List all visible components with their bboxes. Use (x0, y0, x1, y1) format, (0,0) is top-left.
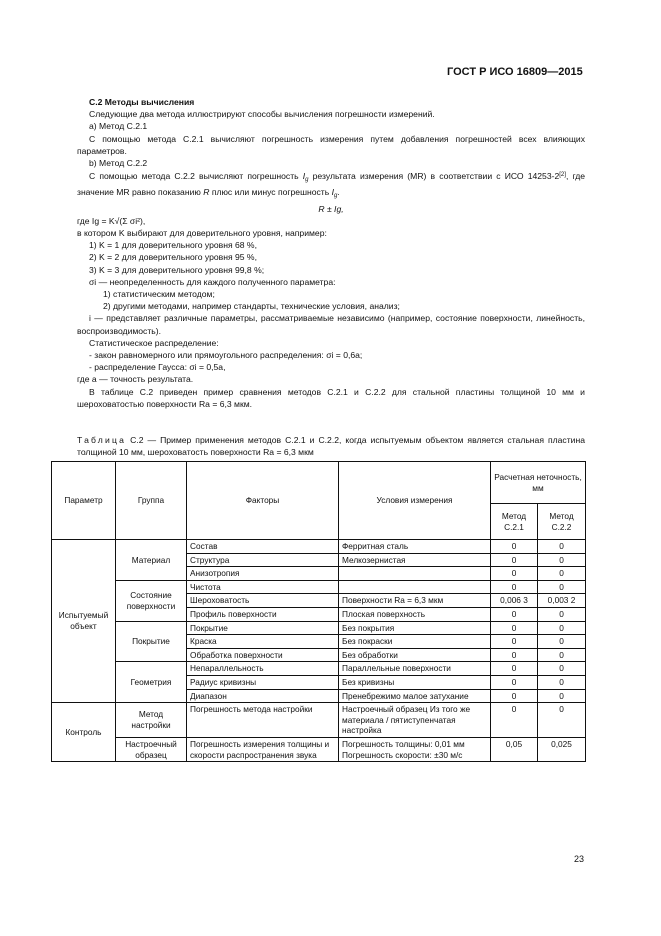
list-item: 2) другими методами, например стандарты, технические условия, анализ; (103, 301, 400, 312)
param-object: Испытуемый объект (52, 540, 116, 703)
section-title: С.2 Методы вычисления (89, 97, 195, 107)
factor-cell: Чистота (187, 580, 339, 594)
method-b-text: С помощью метода С.2.2 вычисляют погрешность $I_g$ результата измерения (MR) в соответствии с ИСО 14253-2[2], где значение MR равно показанию R плюс или минус погрешность $I_g$. (77, 171, 586, 200)
value-m2: 0 (538, 621, 586, 635)
table-reference: В таблице С.2 приведен пример сравнения методов С.2.1 и С.2.2 для стальной пластины толщиной 10 мм и шероховатостью поверхности Ra = 6,3 мкм. (77, 386, 585, 409)
value-m2: 0 (538, 662, 586, 676)
param-control: Контроль (52, 703, 116, 762)
value-m2: 0 (538, 648, 586, 662)
header-method-1: Метод С.2.1 (491, 504, 538, 540)
condition-cell: Без покраски (339, 635, 491, 649)
table-caption: Таблица С.2 — Пример применения методов С.2.1 и С.2.2, когда испытуемым объектом является стальная пластина толщиной 10 мм, шероховатость поверхности Ra = 6,3 мкм (77, 435, 585, 458)
group-material: Материал (116, 540, 187, 581)
group-sample: Настроечный образец (116, 737, 187, 761)
value-m1: 0 (491, 580, 538, 594)
value-m1: 0 (491, 662, 538, 676)
value-m1: 0 (491, 553, 538, 567)
header-method-2: Метод С.2.2 (538, 504, 586, 540)
value-m2: 0 (538, 553, 586, 567)
condition-cell: Без покрытия (339, 621, 491, 635)
value-m2: 0 (538, 675, 586, 689)
factor-cell: Шероховатость (187, 594, 339, 608)
sigma-definition: σi — неопределенность для каждого полученного параметра: (89, 276, 336, 287)
list-item: - распределение Гаусса: σi = 0,5a, (89, 362, 226, 373)
value-m1: 0 (491, 689, 538, 703)
condition-cell: Плоская поверхность (339, 607, 491, 621)
header-conditions: Условия измерения (339, 462, 491, 540)
value-m1: 0 (491, 621, 538, 635)
where-formula: где Ig = K√(Σ σi²), (77, 215, 146, 226)
condition-cell: Погрешность толщины: 0,01 мм Погрешность скорости: ±30 м/с (339, 737, 491, 761)
list-item: 2) K = 2 для доверительного уровня 95 %, (89, 252, 257, 263)
condition-cell: Параллельные поверхности (339, 662, 491, 676)
condition-cell: Ферритная сталь (339, 540, 491, 554)
factor-cell: Профиль поверхности (187, 607, 339, 621)
factor-cell: Обработка поверхности (187, 648, 339, 662)
condition-cell: Без кривизны (339, 675, 491, 689)
section-body (77, 96, 585, 410)
factor-cell: Непараллельность (187, 662, 339, 676)
condition-cell: Пренебрежимо малое затухание (339, 689, 491, 703)
value-m1: 0 (491, 540, 538, 554)
value-m2: 0 (538, 580, 586, 594)
factor-cell: Краска (187, 635, 339, 649)
k-intro: в котором K выбирают для доверительного уровня, например: (77, 228, 327, 239)
value-m1: 0 (491, 703, 538, 738)
condition-cell: Без обработки (339, 648, 491, 662)
factor-cell: Погрешность метода настройки (187, 703, 339, 738)
factor-cell: Радиус кривизны (187, 675, 339, 689)
condition-cell: Настроечный образец Из того же материала / пятиступенчатая настройка (339, 703, 491, 738)
a-definition: где a — точность результата. (77, 374, 194, 385)
condition-cell (339, 580, 491, 594)
list-item: 3) K = 3 для доверительного уровня 99,8 %; (89, 264, 265, 275)
stat-title: Статистическое распределение: (89, 337, 219, 348)
formula: R ± Ig, (318, 203, 344, 214)
value-m2: 0 (538, 703, 586, 738)
factor-cell: Покрытие (187, 621, 339, 635)
list-item: - закон равномерного или прямоугольного распределения: σi = 0,6a; (89, 350, 363, 361)
condition-cell: Поверхности Ra = 6,3 мкм (339, 594, 491, 608)
value-m1: 0 (491, 567, 538, 581)
value-m1: 0,006 3 (491, 594, 538, 608)
list-item: 1) K = 1 для доверительного уровня 68 %, (89, 240, 257, 251)
factor-cell: Анизотропия (187, 567, 339, 581)
factor-cell: Состав (187, 540, 339, 554)
factor-cell: Диапазон (187, 689, 339, 703)
header-param: Параметр (52, 462, 116, 540)
header-uncertainty: Расчетная неточность, мм (491, 462, 586, 504)
value-m2: 0 (538, 540, 586, 554)
i-definition: i — представляет различные параметры, рассматриваемые независимо (например, состояние поверхности, линейность, воспроизводимость). (77, 313, 585, 336)
value-m1: 0 (491, 675, 538, 689)
value-m2: 0 (538, 635, 586, 649)
condition-cell (339, 567, 491, 581)
value-m1: 0 (491, 607, 538, 621)
value-m2: 0 (538, 567, 586, 581)
value-m2: 0,025 (538, 737, 586, 761)
value-m2: 0 (538, 689, 586, 703)
group-geometry: Геометрия (116, 662, 187, 703)
group-coating: Покрытие (116, 621, 187, 662)
header-group: Группа (116, 462, 187, 540)
document-header: ГОСТ Р ИСО 16809—2015 (447, 66, 583, 78)
value-m2: 0,003 2 (538, 594, 586, 608)
value-m1: 0 (491, 648, 538, 662)
header-factors: Факторы (187, 462, 339, 540)
page-number: 23 (573, 854, 584, 864)
method-b-label: b) Метод С.2.2 (89, 158, 148, 169)
value-m1: 0 (491, 635, 538, 649)
factor-cell: Структура (187, 553, 339, 567)
factor-cell: Погрешность измерения толщины и скорости распространения звука (187, 737, 339, 761)
paragraph: Следующие два метода иллюстрируют способы вычисления погрешности измерений. (89, 109, 435, 120)
value-m1: 0,05 (491, 737, 538, 761)
group-method: Метод настройки (116, 703, 187, 738)
group-surface: Состояние поверхности (116, 580, 187, 621)
condition-cell: Мелкозернистая (339, 553, 491, 567)
method-a-text: С помощью метода С.2.1 вычисляют погрешность измерения путем добавления погрешностей всех влияющих параметров. (77, 133, 585, 156)
method-a-label: a) Метод С.2.1 (89, 121, 148, 132)
value-m2: 0 (538, 607, 586, 621)
comparison-table (51, 461, 586, 762)
list-item: 1) статистическим методом; (103, 289, 215, 300)
